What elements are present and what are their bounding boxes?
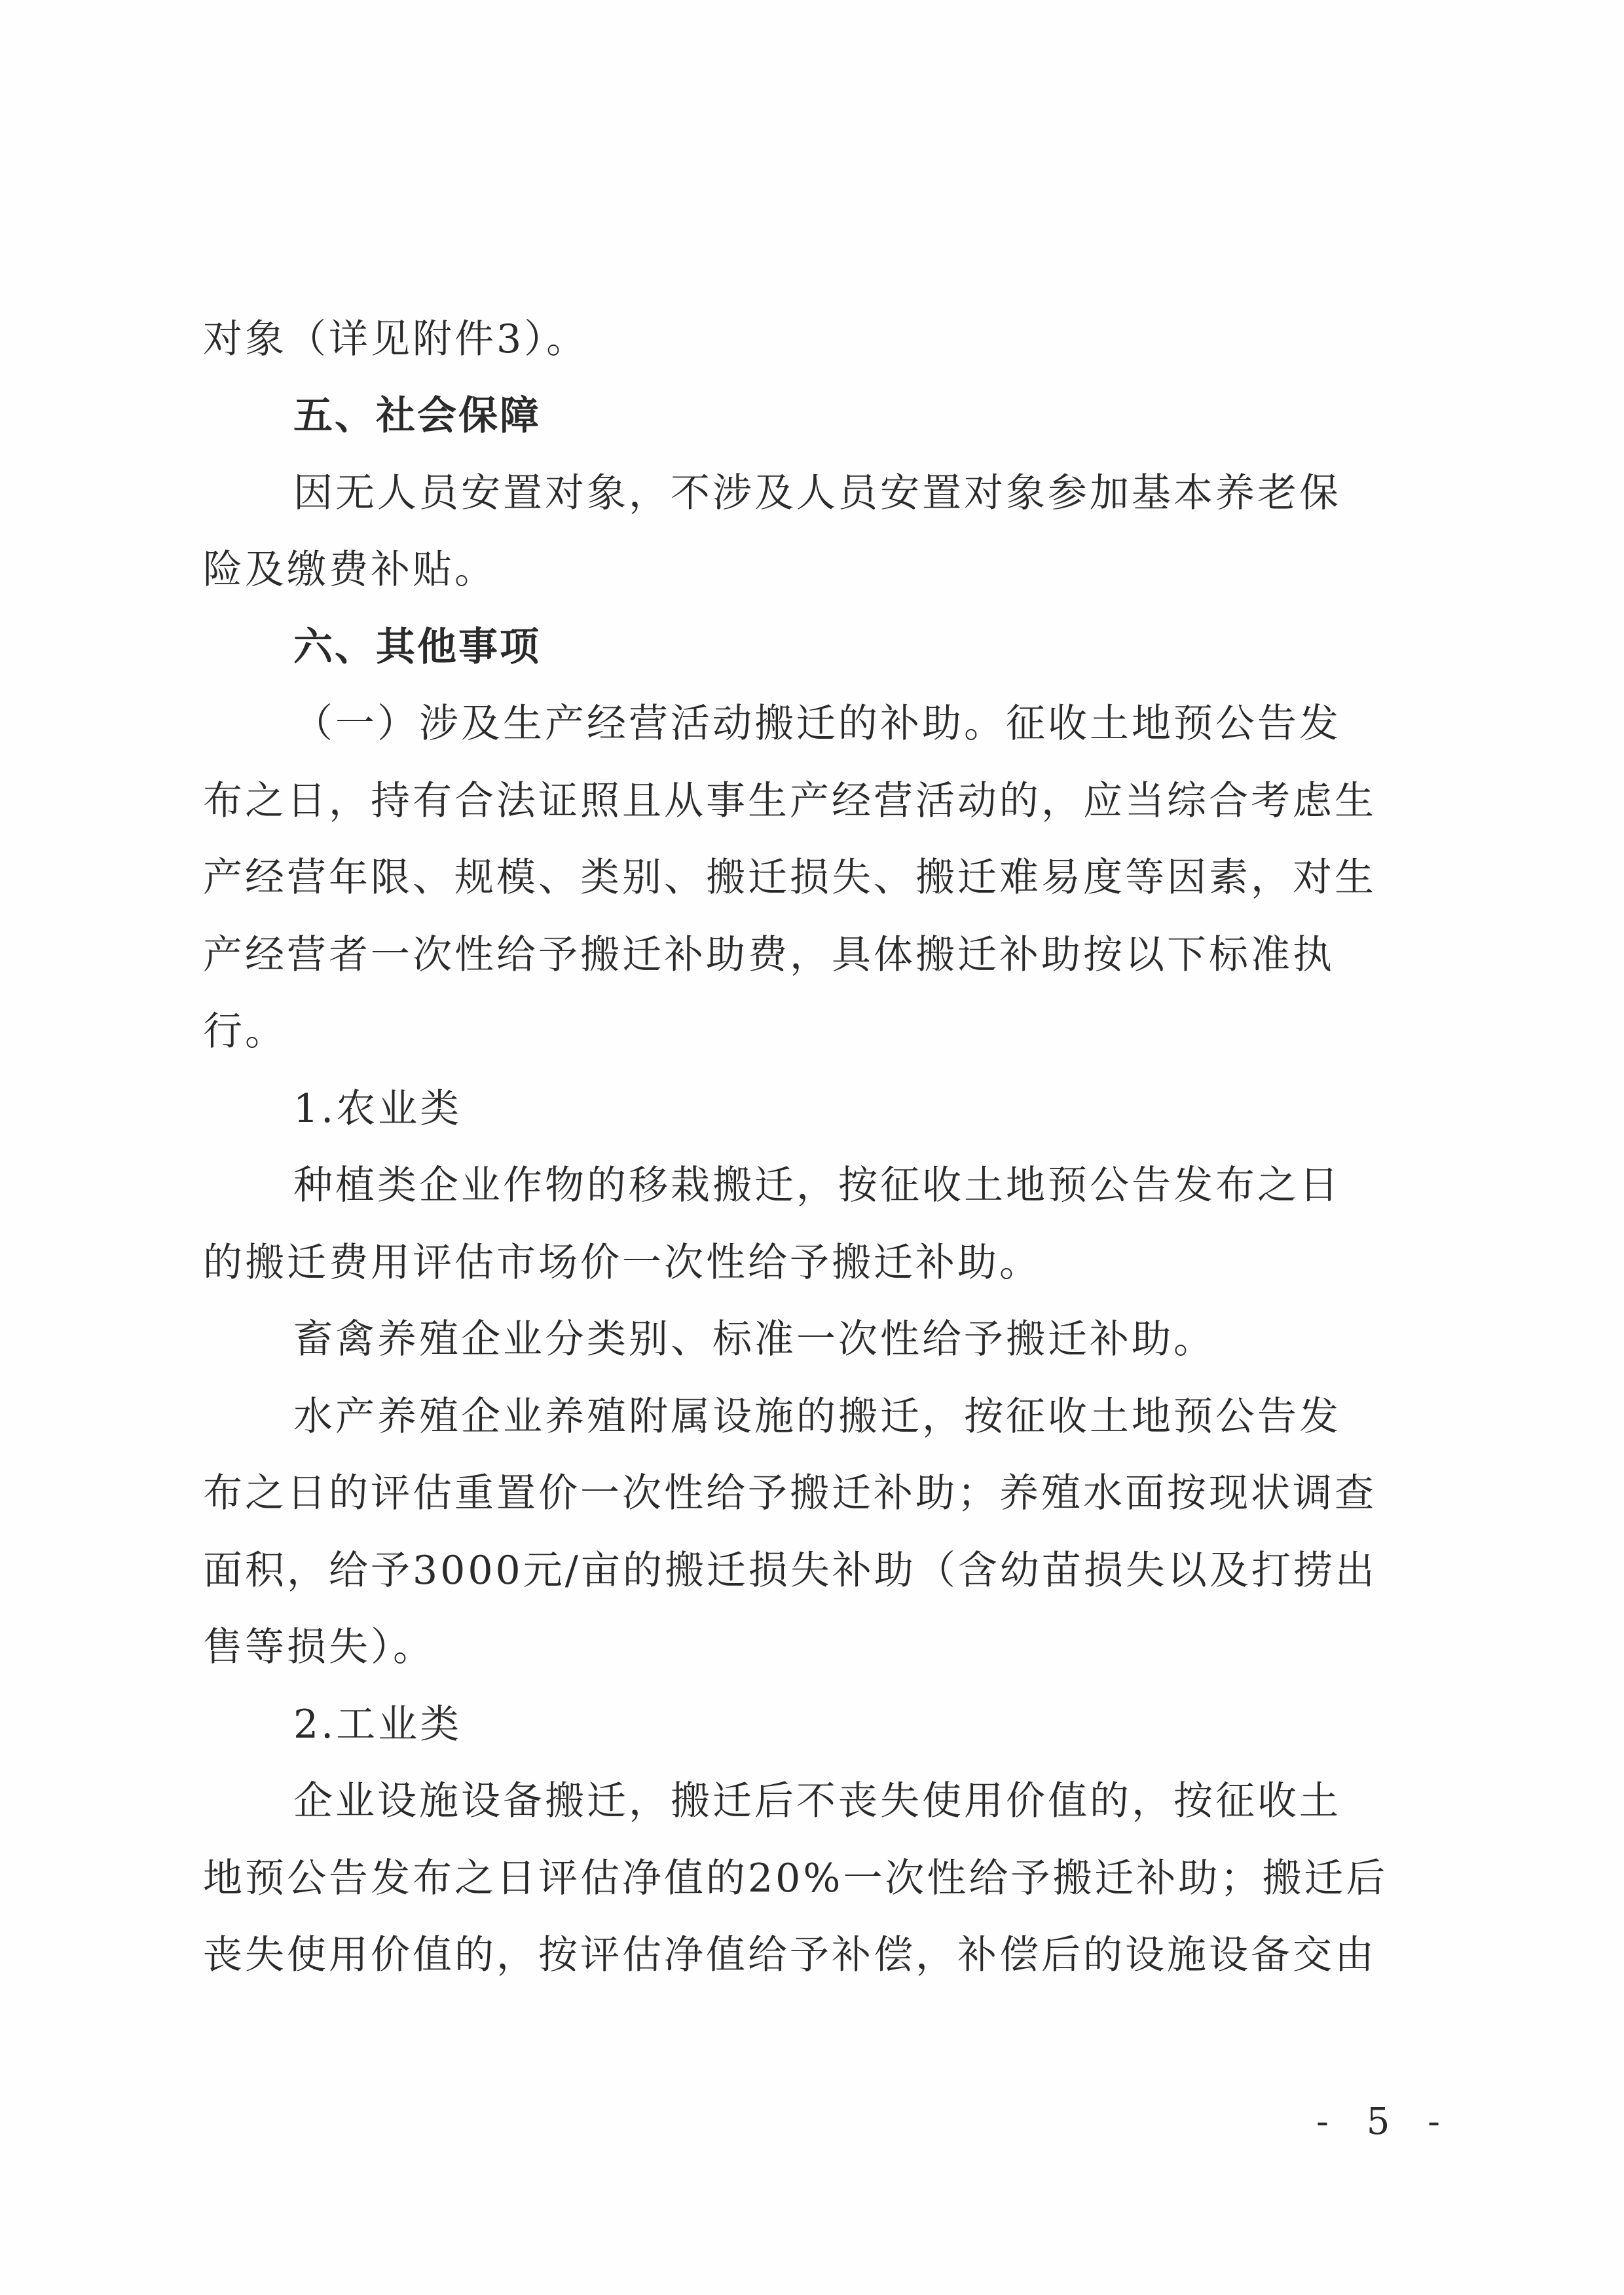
- text-line: 布之日的评估重置价一次性给予搬迁补助；养殖水面按现状调查: [203, 1470, 1376, 1516]
- text-line: 行。: [203, 1009, 287, 1054]
- page-number: - 5 -: [1316, 2100, 1454, 2143]
- text-line: 丧失使用价值的，按评估净值给予补偿，补偿后的设施设备交由: [203, 1932, 1376, 1978]
- text-line: 地预公告发布之日评估净值的20%一次性给予搬迁补助；搬迁后: [203, 1856, 1388, 1901]
- text-line: 对象（详见附件3）。: [203, 316, 589, 362]
- text-line: 的搬迁费用评估市场价一次性给予搬迁补助。: [203, 1240, 1041, 1286]
- text-line: 售等损失）。: [203, 1624, 435, 1670]
- subheading-agriculture: 1.农业类: [293, 1086, 462, 1132]
- text-line: 畜禽养殖企业分类别、标准一次性给予搬迁补助。: [293, 1316, 1215, 1362]
- text-line: 企业设施设备搬迁，搬迁后不丧失使用价值的，按征收土: [293, 1778, 1341, 1824]
- text-line: 种植类企业作物的移栽搬迁，按征收土地预公告发布之日: [293, 1163, 1341, 1208]
- subheading-industry: 2.工业类: [293, 1702, 462, 1747]
- text-line: 布之日，持有合法证照且从事生产经营活动的，应当综合考虑生: [203, 778, 1376, 824]
- text-line: 水产养殖企业养殖附属设施的搬迁，按征收土地预公告发: [293, 1394, 1341, 1440]
- text-line: 因无人员安置对象，不涉及人员安置对象参加基本养老保: [293, 470, 1341, 516]
- text-line: 险及缴费补贴。: [203, 547, 496, 593]
- section-heading-other-matters: 六、其他事项: [293, 624, 541, 670]
- text-line: 面积，给予3000元/亩的搬迁损失补助（含幼苗损失以及打捞出: [203, 1548, 1377, 1594]
- section-heading-social-security: 五、社会保障: [293, 393, 541, 439]
- text-line: （一）涉及生产经营活动搬迁的补助。征收土地预公告发: [293, 701, 1341, 747]
- text-line: 产经营年限、规模、类别、搬迁损失、搬迁难易度等因素，对生: [203, 855, 1376, 901]
- text-line: 产经营者一次性给予搬迁补助费，具体搬迁补助按以下标准执: [203, 932, 1335, 978]
